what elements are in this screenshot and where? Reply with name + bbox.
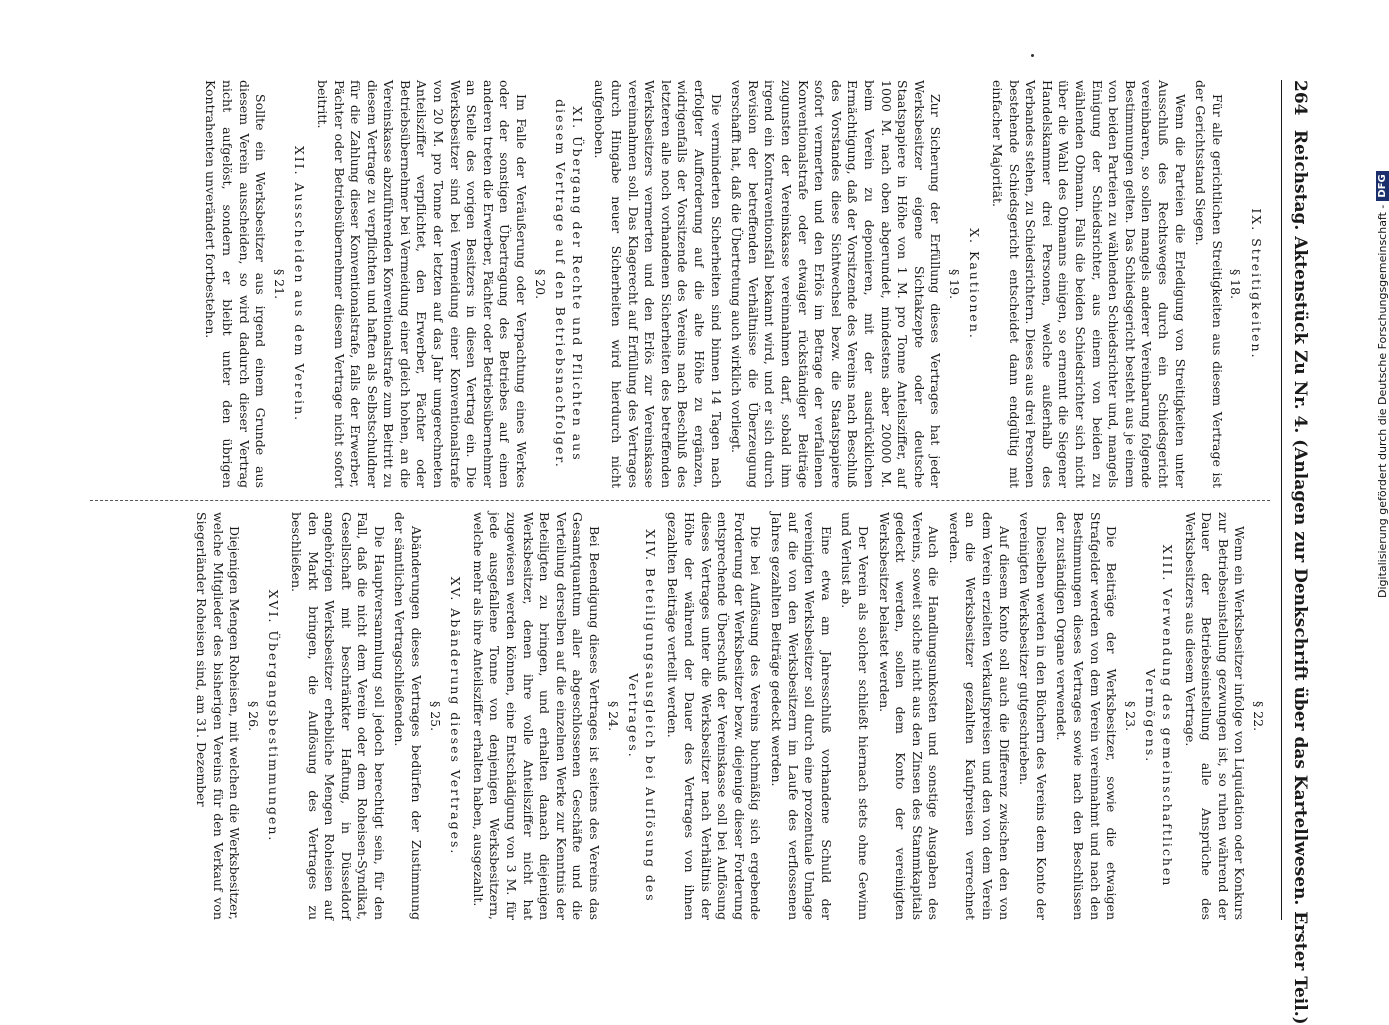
body-paragraph: Die bei Auflösung des Vereins buchmäßig sich ergebende Forderung der Werksbesitzer bezw. diejenige dieser Forderung entsprechende Überschuß der Vereinskasse soll bei Auflösung dieses Vertrages unter die Werksbesitzer nach Verhältnis der Höhe der während der Dauer des Vertrages von ihnen gezahlten Beiträge verteilt werden.	[665, 512, 764, 920]
body-paragraph: Wenn die Parteien die Erledigung von Streitigkeiten unter Ausschluß des Rechtsweges durch ein Schiedsgericht vereinbaren, so sollen mangels anderer Vereinbarung folgende Bestimmungen gelten. Das Schiedsgericht besteht aus je einem von beiden Parteien zu wählenden Schiedsrichter und, mangels Einigung der Schiedsrichter, aus einem von beiden zu wählenden Obmann. Falls die beiden Schiedsrichter sich nicht über die Wahl des Obmanns einigen, so ernennt die Siegener Handelskammer drei Personen, welche außerhalb des Verbandes stehen, zu Schiedsrichtern. Dieses aus drei Personen bestehende Schiedsgericht entscheidet dann endgültig mit einfacher Majorität.	[990, 80, 1188, 488]
body-paragraph: Eine etwa am Jahresschluß vorhandene Schuld der vereinigten Werksbesitzer soll durch eine prozentuale Umlage auf die von den Werksbesitzern im Laufe des verflossenen Jahres gezahlten Beiträge gedeckt werden.	[768, 512, 834, 920]
digitization-watermark	[1376, 171, 1389, 598]
body-paragraph: Abänderungen dieses Vertrages bedürfen der Zustimmung der sämtlichen Vertragschließenden.	[392, 512, 425, 920]
body-paragraph: Die Hauptversammlung soll jedoch berechtigt sein, für den Fall, daß die nicht dem Verein oder dem Roheisen-Syndikat, Gesellschaft mit beschränkter Haftung, in Düsseldorf angehörigen Werksbesitzer erhebliche Mengen Roheisen auf den Markt bringen, die Auflösung des Vertrages zu beschließen.	[288, 512, 387, 920]
section-heading: XIII. Verwendung des gemeinschaftlichen Vermögens.	[1143, 544, 1176, 888]
paragraph-number: § 26.	[245, 700, 261, 732]
header-title: Reichstag. Aktenstück Zu Nr. 4. (Anlagen zur Denkschrift über das Kartellwesen. Erster Teil.)	[1290, 129, 1310, 1025]
body-paragraph: Die Beiträge der Werksbesitzer, sowie die etwaigen Strafgelder werden von dem Verein vereinnahmt und nach den Bestimmungen dieses Vertrages sowie nach den Beschlüssen der zuständigen Organe verwendet.	[1054, 512, 1120, 920]
body-paragraph: Wenn ein Werksbesitzer infolge von Liquidation oder Konkurs zur Betriebseinstellung gezwungen ist, so ruhen während der Dauer der Betriebseinstellung alle Ansprüche des Werksbesitzers aus diesem Vertrage.	[1182, 512, 1248, 920]
section-heading: XI. Übergang der Rechte und Pflichten aus diesem Vertrage auf den Betriebsnachfolger.	[553, 99, 585, 469]
section-heading: IX. Streitigkeiten.	[1249, 208, 1264, 360]
paragraph-number: § 20.	[532, 268, 548, 300]
section-heading: XIV. Beteiligungsausgleich bei Auflösung des Vertrages.	[626, 529, 658, 903]
paragraph-number: § 19.	[946, 268, 962, 300]
paragraph-number: § 25.	[427, 700, 443, 732]
dfg-logo: DFG	[1376, 171, 1389, 200]
paragraph-number: § 21.	[271, 268, 287, 300]
paragraph-number: § 22.	[1251, 700, 1266, 732]
right-text-column	[188, 512, 1270, 920]
page-number: 264	[1290, 80, 1310, 116]
body-paragraph: Sollte ein Werksbesitzer aus irgend einem Grunde aus diesem Verein ausscheiden, so wird dadurch dieser Vertrag nicht aufgelöst, sondern er bleibt unter den übrigen Kontrahenten unverändert fortbestehen.	[203, 80, 269, 488]
paragraph-number: § 24.	[605, 700, 621, 732]
left-text-column	[198, 80, 1270, 488]
section-heading: XV. Abänderung dieses Vertrages.	[448, 576, 464, 856]
watermark-text: Digitalisierung gefördert durch die Deutsche Forschungsgemeinschaft -	[1376, 204, 1389, 598]
body-paragraph: Zur Sicherung der Erfüllung dieses Vertrages hat jeder Werksbesitzer eigene Sichtakzepte oder deutsche Staatspapiere in Höhe von 1 M. pro Tonne Anteilsziffer, auf 1000 M. nach oben abgerundet, mindestens aber 20000 M. beim Verein zu deponieren, mit der ausdrücklichen Ermächtigung, daß der Vorsitzende des Vereins nach Beschluß des Vorstandes diese Sichtwechsel bezw. die Staatspapiere sofort vermerten und den Erlös im Betrage der verfallenen Konventionalstrafe oder etwaiger rückständiger Beiträge zugunsten der Vereinskasse vereinnahmen darf, sobald ihm irgend ein Kontraventionsfall bekannt wird, und er sich durch Revision der betreffenden Verhältnisse die Überzeugung verschafft hat, daß die Übertretung auch wirklich vorliegt.	[729, 80, 944, 488]
body-paragraph: Dieselben werden in den Büchern des Vereins dem Konto der vereinigten Werksbesitzer gutgeschrieben.	[1017, 512, 1049, 920]
body-paragraph: Auch die Handlungsunkosten und sonstige Ausgaben des Vereins, soweit solche nicht aus den Zinsen des Stammkapitals gedeckt werden, sollen dem Konto der vereinigten Werksbesitzer belastet werden.	[876, 512, 942, 920]
section-heading: XVI. Übergangsbestimmungen.	[266, 589, 282, 843]
section-heading: XII. Ausscheiden aus dem Verein.	[292, 145, 308, 423]
paragraph-number: § 18.	[1228, 268, 1244, 300]
column-divider	[90, 500, 1270, 501]
body-paragraph: Im Falle der Veräußerung oder Verpachtung eines Werkes oder der sonstigen Übertragung des Betriebes auf einen anderen treten die Erwerber, Pächter oder Betriebsübernehmer an Stelle des vorigen Besitzers in diesen Vertrag ein. Die Werksbesitzer sind bei Vermeidung einer Konventionalstrafe von 20 M. pro Tonne der letzten auf das Jahr umgerechneten Anteilsziffer verpflichtet, den Erwerber, Pächter oder Betriebsübernehmer bei Vermeidung einer gleich hohen, an die Vereinskasse abzuführenden Konventionalstrafe zum Beitritt zu diesem Vertrage zu verpflichten und haften als Selbstschuldner für die Zahlung dieser Konventionalstrafe, falls der Erwerber, Pächter oder Betriebsübernehmer diesem Vertrage nicht sofort beitritt.	[314, 80, 530, 488]
body-paragraph: Bei Beendigung dieses Vertrages ist seitens des Vereins das Gesamtquantum aller abgeschlossenen Geschäfte und die Verteilung derselben auf die einzelnen Werke zur Kenntnis der Beteiligten zu bringen, und erhalten danach diejenigen Werksbesitzer, denen ihre volle Anteilsziffer nicht hat zugewiesen werden können, eine Entschädigung von 3 M. für jede ausgefallene Tonne von denjenigen Werksbesitzern, welche mehr als ihre Anteilsziffer erhalten haben, ausgezahlt.	[470, 512, 603, 920]
body-paragraph: Für alle gerichtlichen Streitigkeiten aus diesem Vertrage ist der Gerichtsstand Siegen.	[1193, 80, 1225, 488]
scan-speck	[1031, 54, 1034, 57]
body-paragraph: Auf diesem Konto soll auch die Differenz zwischen den von dem Verein erzielten Verkaufspreisen und den von dem Verein an die Werksbesitzer gezahlten Kaufpreisen verrechnet werden.	[946, 512, 1012, 920]
body-paragraph: Diejenigen Mengen Roheisen, mit welchen die Werksbesitzer, welche Mitglieder des bisherigen Vereins für den Verkauf von Siegerländer Roheisen sind, am 31. Dezember	[193, 512, 243, 920]
rotated-page	[82, 80, 1312, 1025]
section-heading: X. Kautionen.	[967, 228, 983, 340]
page-header	[1281, 80, 1312, 1025]
body-paragraph: Der Verein als solcher schließt hiernach stets ohne Gewinn und Verlust ab.	[839, 512, 871, 920]
paragraph-number: § 23.	[1122, 700, 1138, 732]
body-paragraph: Die verminderten Sicherheiten sind binnen 14 Tagen nach erfolgter Aufforderung auf die alte Höhe zu ergänzen, widrigenfalls der Vorsitzende des Vereins nach Beschluß des letzteren alle noch vorhandenen Sicherheiten des betreffenden Werksbesitzers vermerten und den Erlös zur Vereinskasse vereinnahmen soll. Das Klagerecht auf Erfüllung des Vertrages durch Hingabe neuer Sicherheiten wird hierdurch nicht aufgehoben.	[592, 80, 724, 488]
